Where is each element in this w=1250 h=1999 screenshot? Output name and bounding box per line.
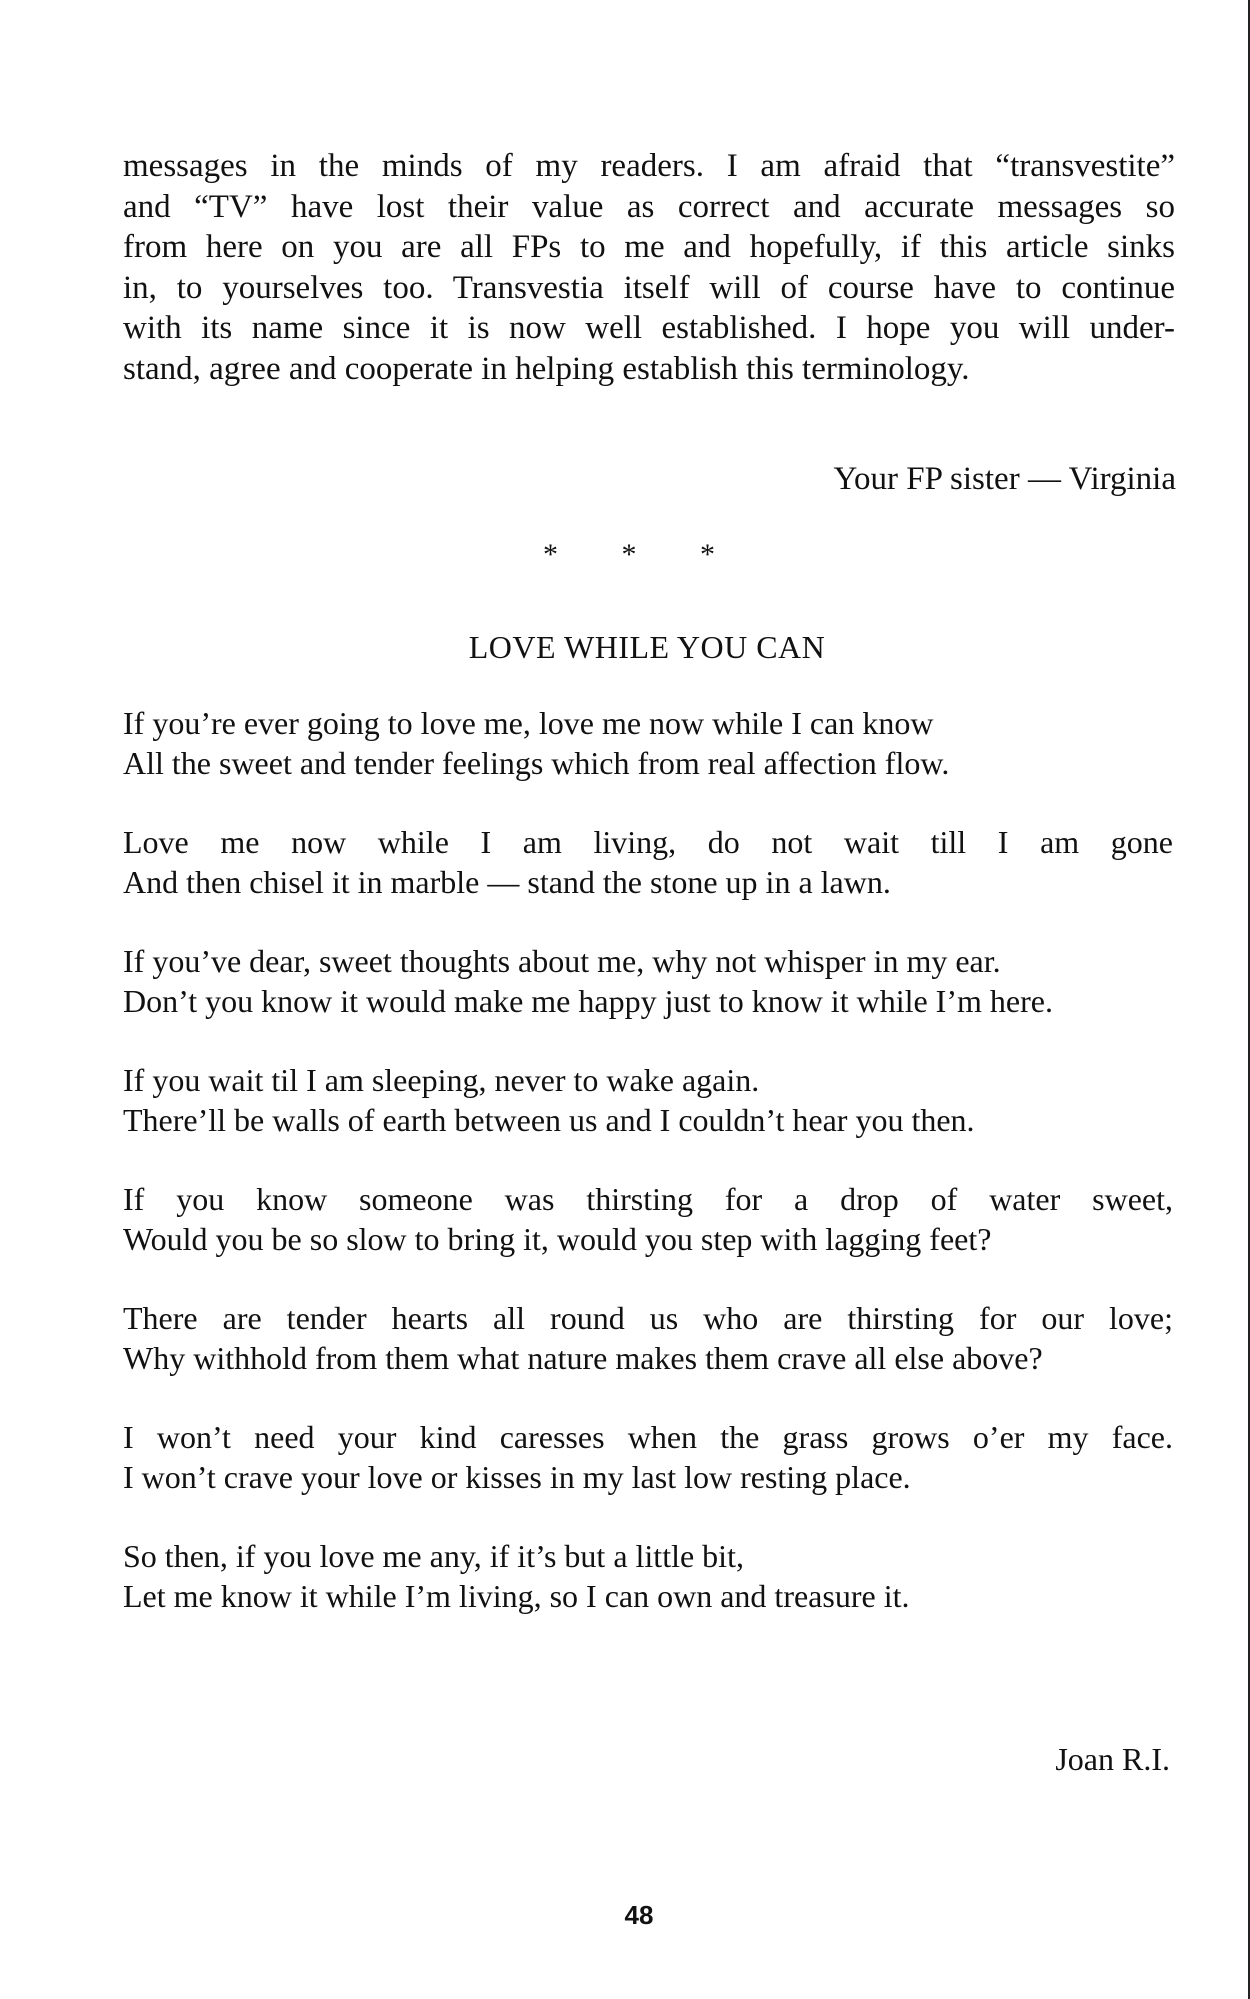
- poem-line: There’ll be walls of earth between us and I couldn’t hear you then.: [123, 1102, 975, 1138]
- poem-line: Don’t you know it would make me happy just to know it while I’m here.: [123, 983, 1053, 1019]
- poem-stanza: [123, 1536, 1173, 1616]
- section-separator: * * *: [543, 538, 743, 571]
- paragraph-line: in, to yourselves too. Transvestia itself will of course have to continue: [123, 269, 1175, 306]
- poem-stanza: [123, 1179, 1173, 1259]
- poem-line: There are tender hearts all round us who are thirsting for our love;: [123, 1300, 1173, 1336]
- paragraph-line: from here on you are all FPs to me and hopefully, if this article sinks: [123, 229, 1175, 265]
- poem-author: Joan R.I.: [1055, 1741, 1170, 1777]
- poem-line: Love me now while I am living, do not wait till I am gone: [123, 824, 1173, 860]
- poem-stanza: [123, 1298, 1173, 1378]
- poem-line: And then chisel it in marble — stand the stone up in a lawn.: [123, 864, 891, 900]
- article-signoff: Your FP sister — Virginia: [833, 461, 1176, 497]
- paragraph-line: with its name since it is now well established. I hope you will under-: [123, 310, 1175, 346]
- paragraph-line: stand, agree and cooperate in helping establish this terminology.: [123, 350, 970, 387]
- paragraph-line: and “TV” have lost their value as correct and accurate messages so: [123, 188, 1175, 225]
- poem-stanza: [123, 1060, 1173, 1140]
- poem-line: If you know someone was thirsting for a drop of water sweet,: [123, 1181, 1173, 1217]
- poem-line: I won’t crave your love or kisses in my last low resting place.: [123, 1459, 911, 1495]
- poem-line: Let me know it while I’m living, so I can own and treasure it.: [123, 1578, 910, 1614]
- poem-stanza: [123, 1417, 1173, 1497]
- poem-line: I won’t need your kind caresses when the grass grows o’er my face.: [123, 1419, 1173, 1455]
- poem-stanza: [123, 941, 1173, 1021]
- poem-line: If you’ve dear, sweet thoughts about me, why not whisper in my ear.: [123, 943, 1001, 979]
- poem-line: If you’re ever going to love me, love me now while I can know: [123, 705, 934, 741]
- poem-line: Why withhold from them what nature makes them crave all else above?: [123, 1340, 1043, 1376]
- article-closing-paragraph: [123, 146, 1175, 389]
- poem-line: So then, if you love me any, if it’s but a little bit,: [123, 1538, 744, 1574]
- poem-line: Would you be so slow to bring it, would you step with lagging feet?: [123, 1221, 992, 1257]
- page-number: 48: [624, 1900, 654, 1930]
- poem-line: If you wait til I am sleeping, never to wake again.: [123, 1062, 760, 1098]
- poem-body: [123, 703, 1173, 1655]
- poem-line: All the sweet and tender feelings which from real affection flow.: [123, 745, 950, 781]
- paragraph-line: messages in the minds of my readers. I am afraid that “transvestite”: [123, 148, 1175, 184]
- poem-title: LOVE WHILE YOU CAN: [468, 629, 826, 665]
- poem-stanza: [123, 703, 1173, 783]
- poem-stanza: [123, 822, 1173, 902]
